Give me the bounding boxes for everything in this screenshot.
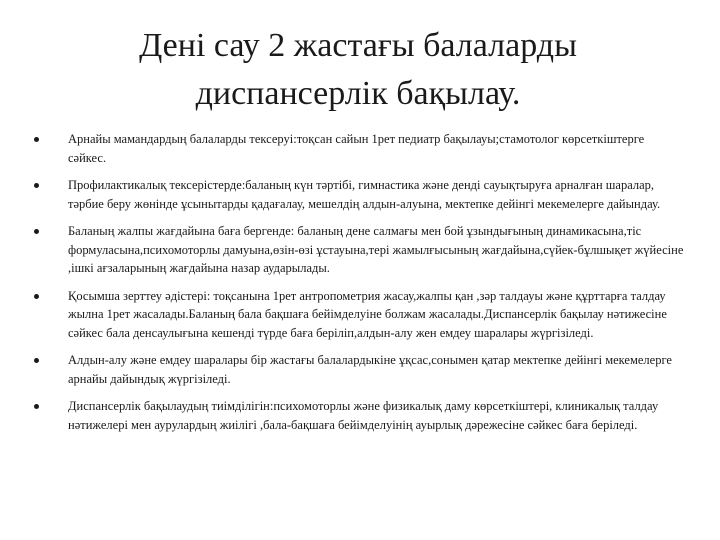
bullet-dot-icon [34, 229, 39, 234]
bullet-text: Арнайы мамандардың балаларды тексеруі:тоқсан сайын 1рет педиатр бақылауы;стамотолог көрсеткіштерге сәйкес. [68, 132, 645, 165]
bullet-dot-icon [34, 183, 39, 188]
bullet-text: Алдын-алу және емдеу шаралары бір жастағы балалардыкіне ұқсас,сонымен қатар мектепке дейінгі мекемелерге арнайы дайындық жүргізіледі. [68, 353, 672, 386]
bullet-text: Қосымша зерттеу әдістері: тоқсанына 1рет антропометрия жасау,жалпы қан ,зәр талдауы және құрттарға талдау жылна 1рет жасалады.Баланың бала бақшаға бейімделуіне болжам жасалады.Диспансерлік бақылау нәтижесіне сәйкес бала денсаулығына кешенді түрде баға беріліп,алдын-алу жен емдеу шаралары жүргізіледі. [68, 288, 667, 340]
bullet-item [32, 176, 684, 213]
bullet-list [32, 130, 684, 434]
bullet-item [32, 287, 684, 343]
bullet-dot-icon [34, 358, 39, 363]
slide-title-line-1: Дені сау 2 жастағы балаларды [139, 27, 577, 64]
bullet-dot-icon [34, 137, 39, 142]
bullet-item [32, 351, 684, 388]
slide-title-line-2: диспансерлік бақылау. [195, 75, 521, 112]
bullet-dot-icon [34, 294, 39, 299]
bullet-item [32, 397, 684, 434]
slide-title [32, 22, 684, 118]
bullet-dot-icon [34, 404, 39, 409]
bullet-item [32, 222, 684, 278]
bullet-item [32, 130, 684, 167]
bullet-text: Профилактикалық тексерістерде:баланың күн тәртібі, гимнастика және денді сауықтыруға арналған шаралар, тәрбие беру жөнінде ұсынытарды қадағалау, мешелдің алдын-алуына, мектепке дейінгі мекемелерге дайындау. [68, 178, 661, 211]
bullet-text: Баланың жалпы жағдайына баға бергенде: баланың дене салмағы мен бой ұзындығының динамикасына,тіс формуласына,психомоторлы дамуына,өзін-өзі ұстауына,тері жамылғысының жағдайына,сүйек-бұлшықет жүйесіне ,ішкі ағзаларының жағдайына назар аударылады. [68, 224, 684, 275]
bullet-text: Диспансерлік бақылаудың тиімділігін:психомоторлы және физикалық даму көрсеткіштері, клиникалық талдау нәтижелері мен аурулардың жиілігі ,бала-бақшаға бейімделуінің ауырлық дәрежесіне сәйкес баға беріледі. [68, 399, 659, 432]
